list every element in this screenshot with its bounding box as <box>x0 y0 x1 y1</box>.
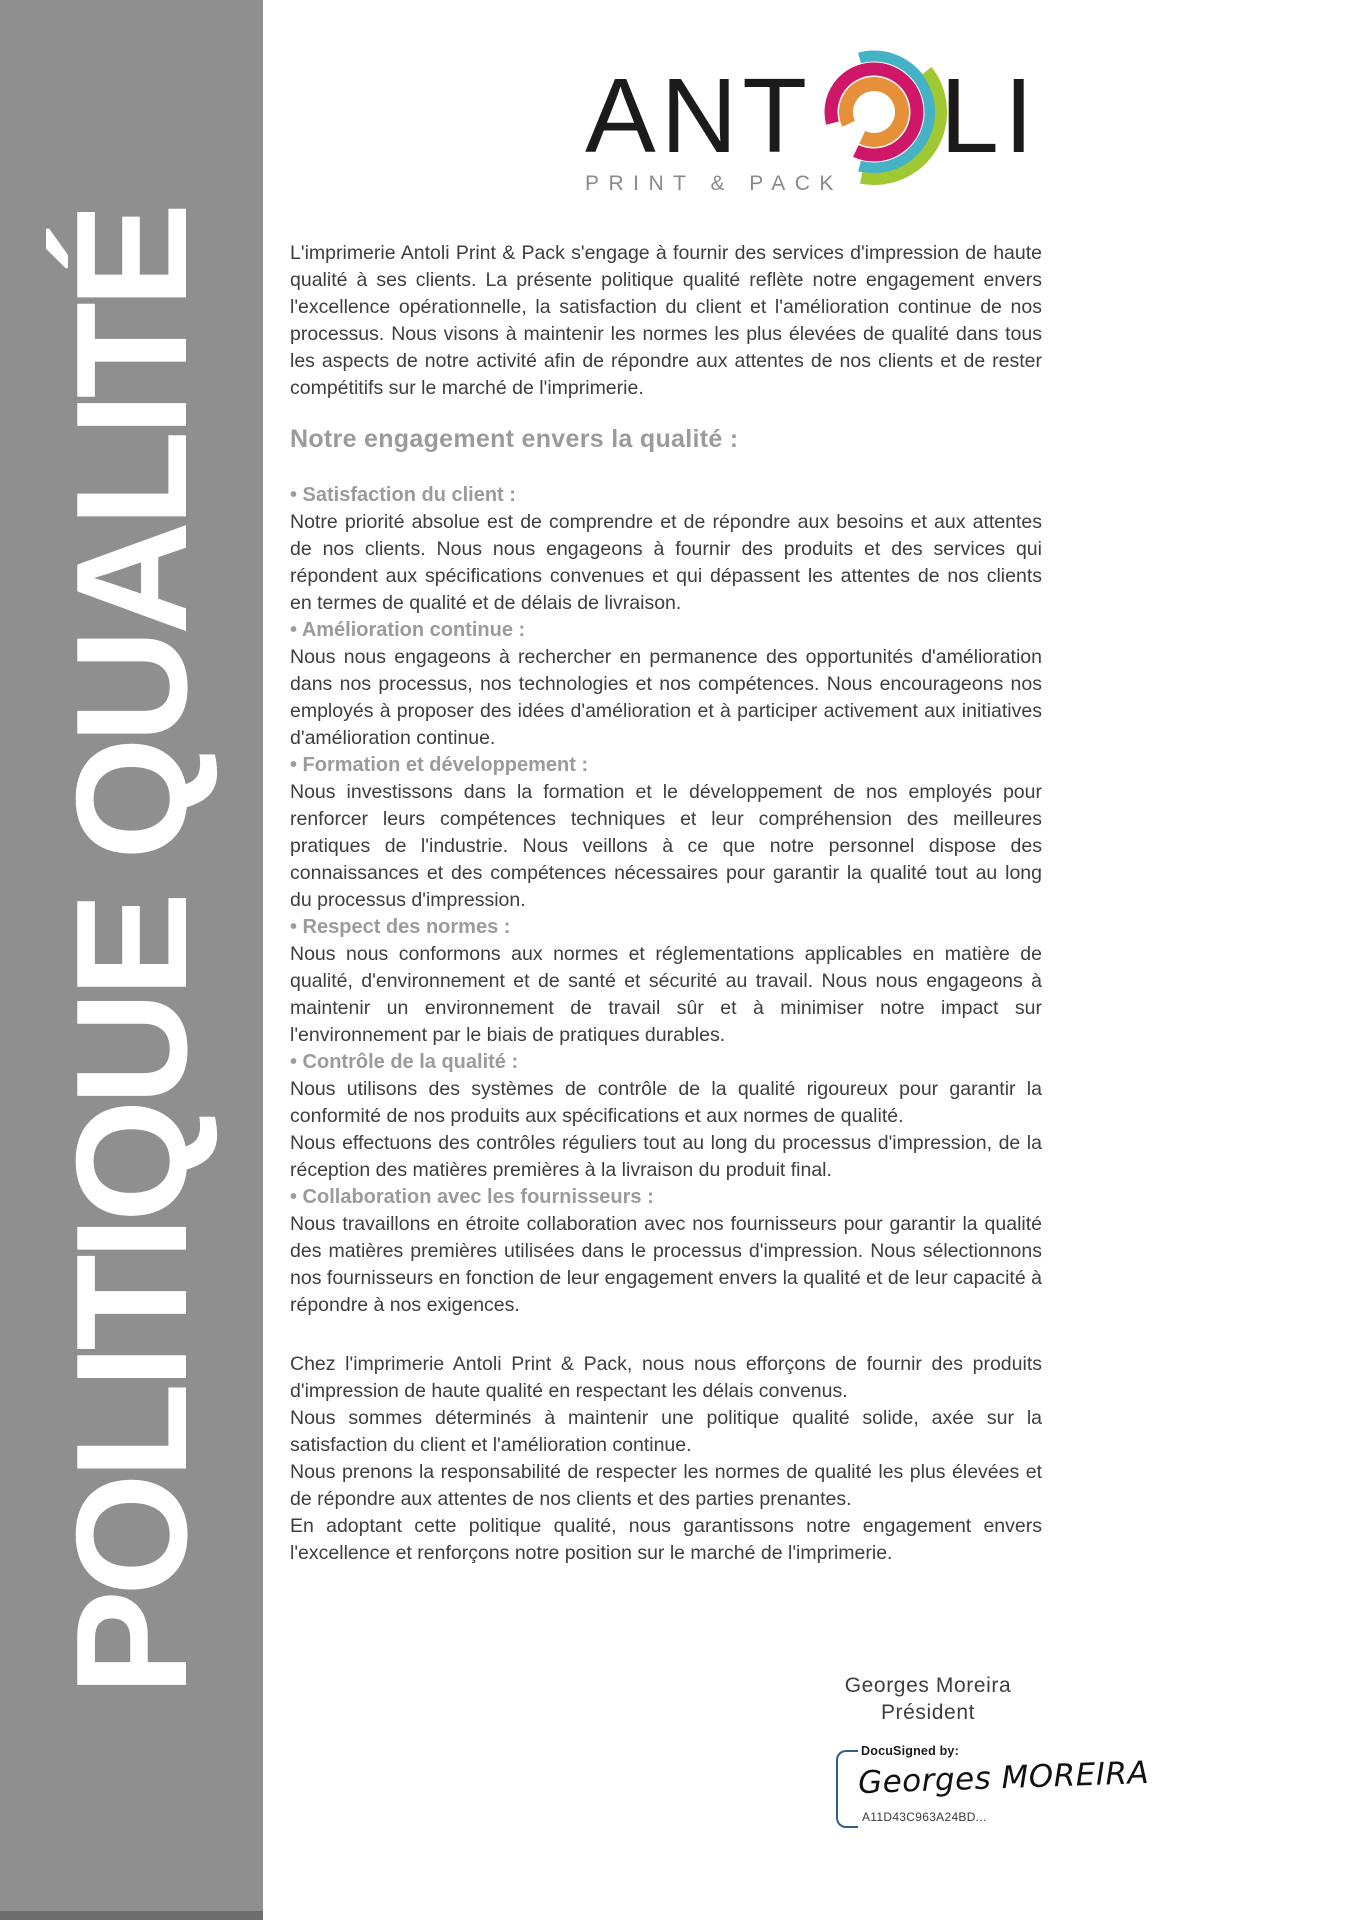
signatory-name: Georges Moreira <box>844 1674 1012 1697</box>
logo-o-rings-svg <box>820 50 936 182</box>
docusign-signature-text: Georges MOREIRA <box>857 1754 1150 1802</box>
sidebar-bottom-strip <box>0 1911 263 1920</box>
policy-item-paragraph: Nous travaillons en étroite collaboration avec nos fournisseurs pour garantir la qualité des matières premières utilisées dans le processus d'impression. Nous sélectionnons nos fournisseurs en fonction de leur engagement envers la qualité et de leur capacité à répondre à nos exigences. <box>290 1213 1042 1316</box>
docusign-signature <box>836 1742 1150 1838</box>
logo-text-suffix: LI <box>940 57 1039 175</box>
vertical-page-title: POLITIQUE QUALITÉ <box>44 208 220 1696</box>
policy-item-label: • Respect des normes : <box>290 916 511 938</box>
orange-arc <box>846 84 902 140</box>
policy-item-fournisseurs <box>290 1184 1042 1319</box>
closing-block <box>290 1351 1042 1567</box>
docusign-label: DocuSigned by: <box>861 1744 959 1758</box>
policy-item-paragraph: Nous investissons dans la formation et le développement de nos employés pour renforcer leurs compétences techniques et leur compréhension des meilleures pratiques de l'industrie. Nous veillons à ce que notre personnel dispose des connaissances et des compétences nécessaires pour garantir la qualité tout au long du processus d'impression. <box>290 781 1042 911</box>
policy-item-normes <box>290 914 1042 1049</box>
policy-item-label: • Satisfaction du client : <box>290 484 516 506</box>
policy-item-paragraph: Nous nous engageons à rechercher en permanence des opportunités d'amélioration dans nos processus, nos technologies et nos compétences. Nous encourageons nos employés à proposer des idées d'amélioration et à participer activement aux initiatives d'amélioration continue. <box>290 646 1042 749</box>
docusign-bracket-icon <box>836 1750 858 1828</box>
logo-wordmark <box>585 46 1038 186</box>
policy-item-paragraph: Nous effectuons des contrôles réguliers tout au long du processus d'impression, de la réception des matières premières à la livraison du produit final. <box>290 1132 1042 1181</box>
sidebar <box>0 0 263 1920</box>
policy-item-paragraph: Notre priorité absolue est de comprendre et de répondre aux besoins et aux attentes de nos clients. Nous nous engageons à fournir des produits et des services qui répondent aux spécifications convenues et qui dépassent les attentes de nos clients en termes de qualité et de délais de livraison. <box>290 511 1042 614</box>
logo-subtitle: PRINT & PACK <box>585 172 843 195</box>
policy-item-satisfaction <box>290 482 1042 617</box>
policy-items <box>290 482 1042 1319</box>
logo-o-rings-icon <box>820 46 936 186</box>
section-heading: Notre engagement envers la qualité : <box>290 425 739 453</box>
policy-item-amelioration <box>290 617 1042 752</box>
signatory-title: Président <box>880 1701 976 1724</box>
closing-paragraph: En adoptant cette politique qualité, nous garantissons notre engagement envers l'excellence et renforçons notre position sur le marché de l'imprimerie. <box>290 1515 1042 1564</box>
policy-item-formation <box>290 752 1042 914</box>
closing-paragraph: Chez l'imprimerie Antoli Print & Pack, nous nous efforçons de fournir des produits d'impression de haute qualité en respectant les délais convenus. <box>290 1353 1042 1402</box>
intro-paragraph: L'imprimerie Antoli Print & Pack s'engage à fournir des services d'impression de haute qualité à ses clients. La présente politique qualité reflète notre engagement envers l'excellence opérationnelle, la satisfaction du client et l'amélioration continue de nos processus. Nous visons à maintenir les normes les plus élevées de qualité dans tous les aspects de notre activité afin de répondre aux attentes de nos clients et de rester compétitifs sur le marché de l'imprimerie. <box>290 242 1042 399</box>
policy-item-label: • Amélioration continue : <box>290 619 526 641</box>
closing-paragraph: Nous prenons la responsabilité de respecter les normes de qualité les plus élevées et de répondre aux attentes de nos clients et des parties prenantes. <box>290 1461 1042 1510</box>
policy-item-label: • Contrôle de la qualité : <box>290 1051 519 1073</box>
policy-item-controle <box>290 1049 1042 1184</box>
closing-paragraph: Nous sommes déterminés à maintenir une politique qualité solide, axée sur la satisfaction du client et l'amélioration continue. <box>290 1407 1042 1456</box>
docusign-signature-id: A11D43C963A24BD... <box>862 1810 987 1824</box>
policy-item-label: • Formation et développement : <box>290 754 589 776</box>
logo-text-prefix: ANT <box>585 57 812 175</box>
signatory <box>818 1672 1038 1726</box>
logo <box>585 46 1038 196</box>
policy-item-paragraph: Nous nous conformons aux normes et réglementations applicables en matière de qualité, d'environnement et de santé et sécurité au travail. Nous nous engageons à maintenir un environnement de travail sûr et à minimiser notre impact sur l'environnement par le biais de pratiques durables. <box>290 943 1042 1046</box>
policy-item-paragraph: Nous utilisons des systèmes de contrôle de la qualité rigoureux pour garantir la conformité de nos produits aux spécifications et aux normes de qualité. <box>290 1078 1042 1127</box>
policy-item-label: • Collaboration avec les fournisseurs : <box>290 1186 654 1208</box>
policy-content <box>290 240 1042 1567</box>
